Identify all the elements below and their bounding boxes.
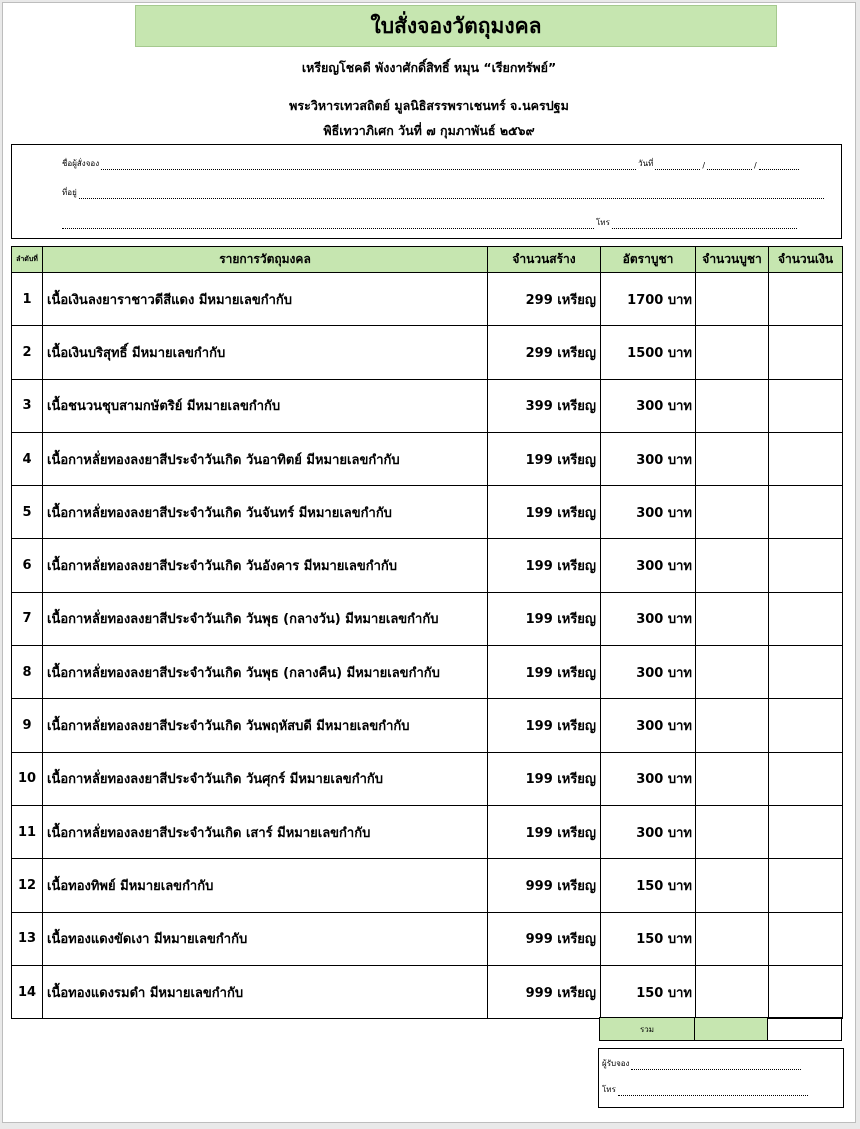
item-name: เนื้อกาหลั่ยทองลงยาสีประจำวันเกิด วันอาทิตย์ มีหมายเลขกำกับ — [43, 432, 488, 485]
subtitle-coin-name: เหรียญโชคดี พังงาศักดิ์สิทธิ์ หมุน “เรียกทรัพย์” — [301, 60, 557, 75]
item-price: 1500 บาท — [601, 326, 696, 379]
date-year-field[interactable] — [759, 161, 799, 170]
item-name: เนื้อกาหลั่ยทองลงยาสีประจำวันเกิด วันจันทร์ มีหมายเลขกำกับ — [43, 486, 488, 539]
address-line-2 — [60, 216, 799, 229]
receiver-phone-label: โทร — [602, 1085, 616, 1094]
header-item-name: รายการวัตถุมงคล — [43, 247, 488, 273]
item-quantity-made: 399 เหรียญ — [488, 379, 601, 432]
item-price: 1700 บาท — [601, 273, 696, 326]
item-price: 300 บาท — [601, 432, 696, 485]
item-quantity-made: 199 เหรียญ — [488, 646, 601, 699]
table-row — [12, 379, 843, 432]
items-table — [11, 246, 843, 1019]
item-quantity-made: 199 เหรียญ — [488, 805, 601, 858]
item-name: เนื้อกาหลั่ยทองลงยาสีประจำวันเกิด วันพฤหัสบดี มีหมายเลขกำกับ — [43, 699, 488, 752]
item-name: เนื้อทองแดงขัดเงา มีหมายเลขกำกับ — [43, 912, 488, 965]
item-name: เนื้อกาหลั่ยทองลงยาสีประจำวันเกิด วันพุธ (กลางคืน) มีหมายเลขกำกับ — [43, 646, 488, 699]
item-name: เนื้อกาหลั่ยทองลงยาสีประจำวันเกิด วันอังคาร มีหมายเลขกำกับ — [43, 539, 488, 592]
table-row — [12, 699, 843, 752]
item-quantity-made: 199 เหรียญ — [488, 592, 601, 645]
items-header-row — [12, 247, 843, 273]
item-number: 6 — [12, 539, 43, 592]
item-quantity-made: 299 เหรียญ — [488, 273, 601, 326]
order-amount-cell[interactable] — [769, 539, 843, 592]
order-amount-cell[interactable] — [769, 752, 843, 805]
order-quantity-cell[interactable] — [696, 486, 769, 539]
order-amount-cell[interactable] — [769, 859, 843, 912]
order-quantity-cell[interactable] — [696, 273, 769, 326]
item-number: 8 — [12, 646, 43, 699]
item-price: 300 บาท — [601, 592, 696, 645]
item-quantity-made: 999 เหรียญ — [488, 912, 601, 965]
total-quantity-cell[interactable] — [695, 1018, 768, 1041]
date-slash-2: / — [754, 161, 757, 170]
header-order-number: ลำดับที่ — [12, 247, 43, 273]
order-amount-cell[interactable] — [769, 699, 843, 752]
order-quantity-cell[interactable] — [696, 912, 769, 965]
item-price: 300 บาท — [601, 752, 696, 805]
order-quantity-cell[interactable] — [696, 646, 769, 699]
address-line-1 — [62, 186, 826, 199]
receiver-box — [598, 1048, 844, 1108]
address-field-1[interactable] — [79, 190, 824, 199]
item-quantity-made: 999 เหรียญ — [488, 965, 601, 1018]
order-quantity-cell[interactable] — [696, 859, 769, 912]
item-price: 300 บาท — [601, 805, 696, 858]
order-quantity-cell[interactable] — [696, 379, 769, 432]
table-row — [12, 912, 843, 965]
order-amount-cell[interactable] — [769, 432, 843, 485]
item-quantity-made: 199 เหรียญ — [488, 699, 601, 752]
order-amount-cell[interactable] — [769, 646, 843, 699]
date-label: วันที่ — [638, 159, 654, 168]
header-order-quantity: จำนวนบูชา — [696, 247, 769, 273]
order-amount-cell[interactable] — [769, 486, 843, 539]
table-row — [12, 273, 843, 326]
item-number: 9 — [12, 699, 43, 752]
item-number: 1 — [12, 273, 43, 326]
item-number: 4 — [12, 432, 43, 485]
receiver-label: ผู้รับจอง — [602, 1059, 630, 1068]
item-name: เนื้อทองแดงรมดำ มีหมายเลขกำกับ — [43, 965, 488, 1018]
order-quantity-cell[interactable] — [696, 592, 769, 645]
item-number: 11 — [12, 805, 43, 858]
receiver-phone-line — [602, 1083, 810, 1096]
date-month-field[interactable] — [707, 161, 752, 170]
order-amount-cell[interactable] — [769, 805, 843, 858]
order-amount-cell[interactable] — [769, 326, 843, 379]
form-title: ใบสั่งจองวัตถุมงคล — [135, 5, 777, 47]
order-quantity-cell[interactable] — [696, 805, 769, 858]
order-quantity-cell[interactable] — [696, 539, 769, 592]
table-row — [12, 592, 843, 645]
order-amount-cell[interactable] — [769, 379, 843, 432]
order-quantity-cell[interactable] — [696, 432, 769, 485]
item-price: 300 บาท — [601, 539, 696, 592]
subtitle-ceremony: พิธีเทวาภิเศก วันที่ ๗ กุมภาพันธ์ ๒๕๖๙ — [323, 123, 535, 138]
item-quantity-made: 299 เหรียญ — [488, 326, 601, 379]
total-amount-cell[interactable] — [768, 1018, 842, 1041]
item-quantity-made: 999 เหรียญ — [488, 859, 601, 912]
item-number: 10 — [12, 752, 43, 805]
header-price: อัตราบูชา — [601, 247, 696, 273]
total-table — [599, 1017, 842, 1041]
item-price: 300 บาท — [601, 699, 696, 752]
order-amount-cell[interactable] — [769, 965, 843, 1018]
table-row — [12, 805, 843, 858]
address-label: ที่อยู่ — [62, 188, 77, 197]
item-number: 12 — [12, 859, 43, 912]
table-row — [12, 486, 843, 539]
item-name: เนื้อทองทิพย์ มีหมายเลขกำกับ — [43, 859, 488, 912]
orderer-name-field[interactable] — [101, 161, 636, 170]
order-quantity-cell[interactable] — [696, 326, 769, 379]
subtitle-temple: พระวิหารเทวสถิตย์ มูลนิธิสรรพราเชนทร์ จ.นครปฐม — [289, 98, 569, 113]
orderer-name-line — [62, 157, 801, 170]
table-row — [12, 752, 843, 805]
item-name: เนื้อกาหลั่ยทองลงยาสีประจำวันเกิด วันศุกร์ มีหมายเลขกำกับ — [43, 752, 488, 805]
table-row — [12, 539, 843, 592]
item-name: เนื้อเงินบริสุทธิ์ มีหมายเลขกำกับ — [43, 326, 488, 379]
header-amount: จำนวนเงิน — [769, 247, 843, 273]
order-quantity-cell[interactable] — [696, 965, 769, 1018]
phone-label: โทร — [596, 218, 610, 227]
receiver-name-field[interactable] — [631, 1061, 801, 1070]
item-name: เนื้อกาหลั่ยทองลงยาสีประจำวันเกิด เสาร์ มีหมายเลขกำกับ — [43, 805, 488, 858]
item-quantity-made: 199 เหรียญ — [488, 752, 601, 805]
order-quantity-cell[interactable] — [696, 752, 769, 805]
order-amount-cell[interactable] — [769, 592, 843, 645]
order-amount-cell[interactable] — [769, 912, 843, 965]
item-quantity-made: 199 เหรียญ — [488, 432, 601, 485]
item-price: 150 บาท — [601, 912, 696, 965]
item-name: เนื้อเงินลงยาราชาวดีสีแดง มีหมายเลขกำกับ — [43, 273, 488, 326]
item-price: 150 บาท — [601, 965, 696, 1018]
item-number: 7 — [12, 592, 43, 645]
table-row — [12, 965, 843, 1018]
item-name: เนื้อชนวนชุบสามกษัตริย์ มีหมายเลขกำกับ — [43, 379, 488, 432]
item-name: เนื้อกาหลั่ยทองลงยาสีประจำวันเกิด วันพุธ (กลางวัน) มีหมายเลขกำกับ — [43, 592, 488, 645]
item-number: 14 — [12, 965, 43, 1018]
phone-field[interactable] — [612, 220, 797, 229]
table-row — [12, 646, 843, 699]
order-quantity-cell[interactable] — [696, 699, 769, 752]
table-row — [12, 326, 843, 379]
address-field-2[interactable] — [62, 220, 594, 229]
receiver-phone-field[interactable] — [618, 1087, 808, 1096]
total-label: รวม — [600, 1018, 695, 1041]
header-quantity-made: จำนวนสร้าง — [488, 247, 601, 273]
order-form-sheet — [2, 2, 856, 1123]
item-price: 300 บาท — [601, 379, 696, 432]
date-slash-1: / — [702, 161, 706, 170]
orderer-name-label: ชื่อผู้สั่งจอง — [62, 159, 100, 168]
table-row — [12, 859, 843, 912]
table-row — [12, 432, 843, 485]
item-price: 300 บาท — [601, 486, 696, 539]
receiver-name-line — [602, 1057, 803, 1070]
item-price: 300 บาท — [601, 646, 696, 699]
item-number: 5 — [12, 486, 43, 539]
item-number: 13 — [12, 912, 43, 965]
item-number: 3 — [12, 379, 43, 432]
item-price: 150 บาท — [601, 859, 696, 912]
date-day-field[interactable] — [655, 161, 700, 170]
total-row — [600, 1018, 842, 1041]
order-amount-cell[interactable] — [769, 273, 843, 326]
item-quantity-made: 199 เหรียญ — [488, 539, 601, 592]
orderer-info-box — [11, 144, 842, 239]
item-quantity-made: 199 เหรียญ — [488, 486, 601, 539]
item-number: 2 — [12, 326, 43, 379]
